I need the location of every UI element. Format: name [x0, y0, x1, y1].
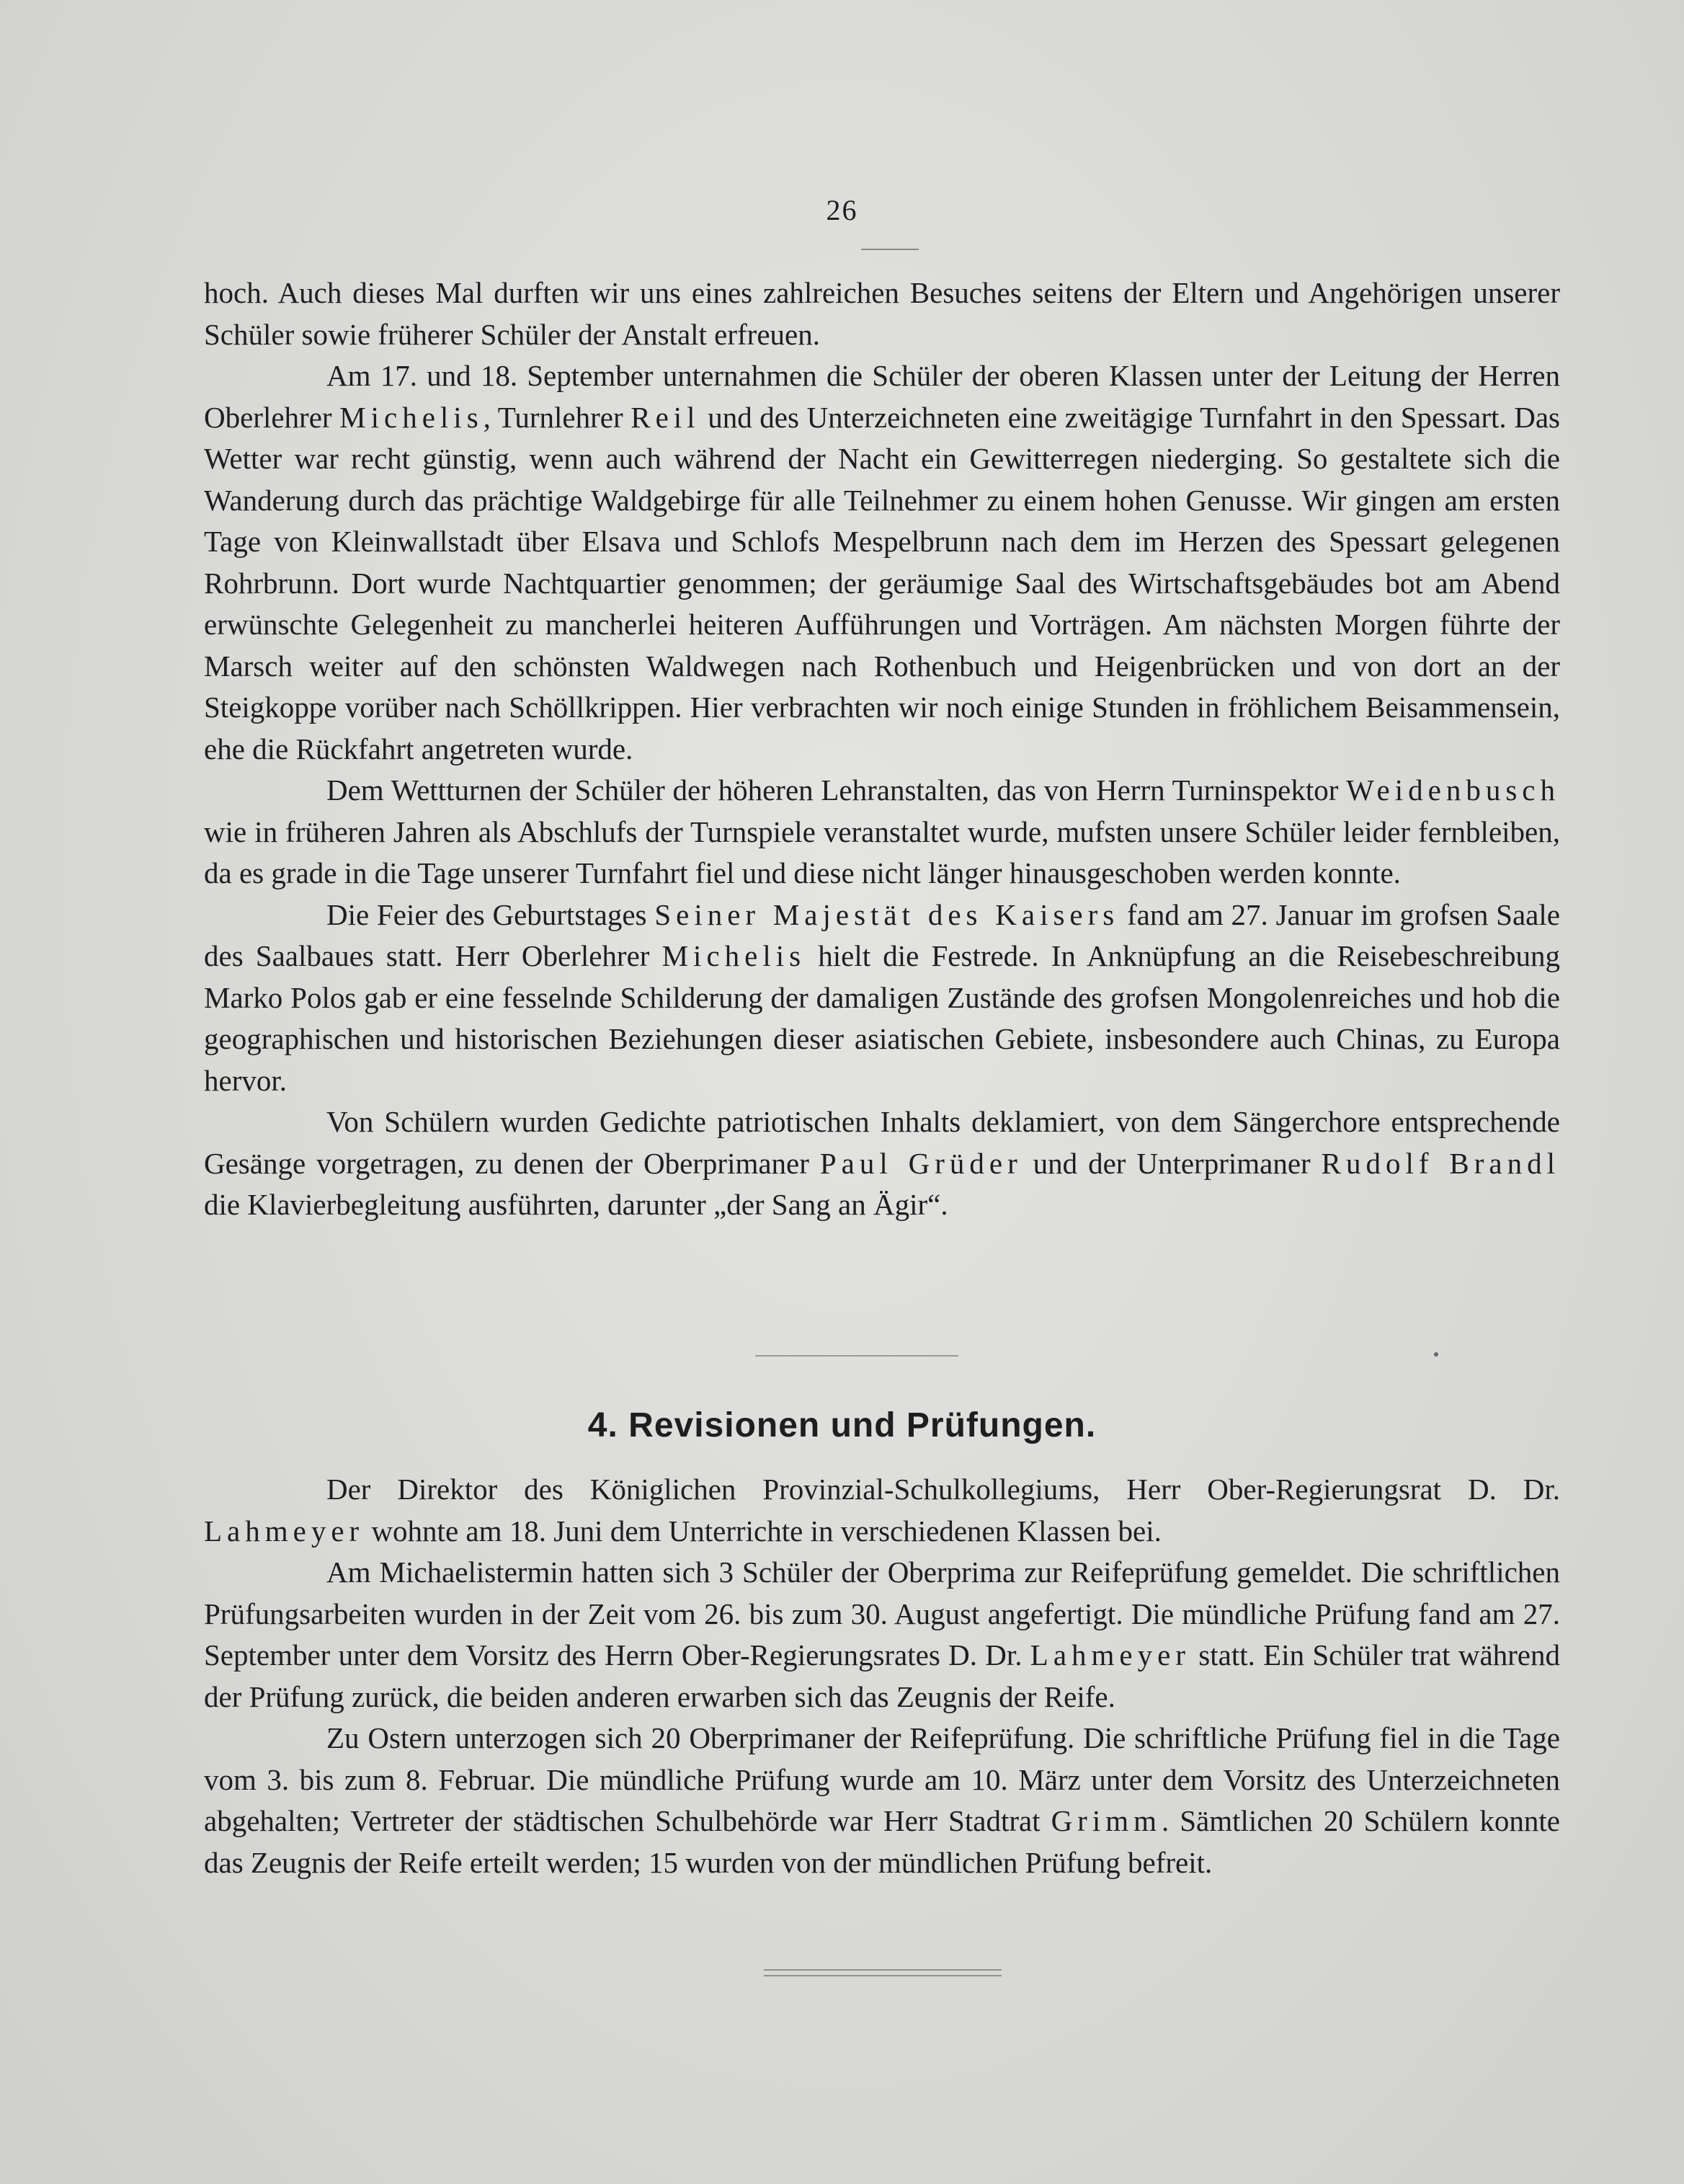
- spaced-name: Paul Grüder: [819, 1146, 1023, 1180]
- text-run: , Turnlehrer: [483, 400, 631, 434]
- text-run: Am Michaelistermin hatten sich 3 Schüler der Oberprima zur Reifeprüfung gemeldet. Die schriftlichen Prüfungsarbeiten wurden in der Zeit vom 26. bis zum 30. August angefertigt. Die mündliche Prüfung fand am 27. September unter dem Vorsitz des Herrn Ober-Regierungsrates D. Dr.: [204, 1555, 1560, 1672]
- paragraph: [204, 1101, 1560, 1226]
- text-run: Zu Ostern unterzogen sich 20 Oberprimaner der Reifeprüfung. Die schriftliche Prüfung fiel in die Tage vom 3. bis zum 8. Februar. Die mündliche Prüfung wurde am 10. März unter dem Vorsitz des Unterzeichneten abgehalten; Vertreter der städtischen Schulbehörde war Herr Stadtrat: [204, 1721, 1560, 1837]
- spaced-name: Seiner Majestät des Kaisers: [654, 897, 1120, 931]
- decorative-dot: [1434, 1352, 1438, 1357]
- end-rule-upper: [764, 1969, 1002, 1971]
- spaced-name: Rudolf Brandl: [1321, 1146, 1560, 1180]
- text-run: fand am 27. Januar im grofsen Saale des Saalbaues statt. Herr Oberlehrer: [204, 897, 1560, 972]
- spaced-name: Michelis: [661, 939, 806, 972]
- paragraph: [204, 770, 1560, 895]
- text-run: Dem Wettturnen der Schüler der höheren Lehranstalten, das von Herrn Turninspektor: [326, 773, 1347, 807]
- end-rule-lower: [764, 1975, 1002, 1976]
- spaced-name: Lahmeyer: [204, 1514, 365, 1548]
- text-run: Von Schülern wurden Gedichte patriotischen Inhalts deklamiert, von dem Sängerchore entsprechende Gesänge vorgetragen, zu denen der Oberprimaner: [204, 1105, 1560, 1180]
- section-divider: [755, 1355, 958, 1357]
- text-run: hoch. Auch dieses Mal durften wir uns eines zahlreichen Besuches seitens der Eltern und Angehörigen unserer Schüler sowie früherer Schüler der Anstalt erfreuen.: [204, 276, 1560, 351]
- top-divider: [861, 249, 919, 250]
- text-run: Am 17. und 18. September unternahmen die Schüler der oberen Klassen unter der Leitung der Herren Oberlehrer: [204, 359, 1560, 434]
- text-run: Die Feier des Geburtstages: [326, 897, 655, 931]
- text-run: und der Unterprimaner: [1022, 1146, 1322, 1180]
- body-text-bottom: [204, 1469, 1560, 1883]
- page-number: 26: [826, 194, 858, 226]
- text-run: wie in früheren Jahren als Abschlufs der Turnspiele veranstaltet wurde, mufsten unsere Schüler leider fernbleiben, da es grade in die Tage unserer Turnfahrt fiel und diese nicht länger hinausgeschoben werden konnte.: [204, 814, 1560, 889]
- text-run: hielt die Festrede. In Anknüpfung an die Reisebeschreibung Marko Polos gab er eine fesselnde Schilderung der damaligen Zustände des grofsen Mongolenreiches und hob die geographischen und historischen Beziehungen dieser asiatischen Gebiete, insbesondere auch Chinas, zu Europa hervor.: [204, 939, 1560, 1097]
- text-run: die Klavierbegleitung ausführten, darunter „der Sang an Ägir“.: [204, 1188, 948, 1221]
- spaced-name: Reil: [631, 400, 700, 434]
- text-run: . Sämtlichen 20 Schülern konnte das Zeugnis der Reife erteilt werden; 15 wurden von der mündlichen Prüfung befreit.: [204, 1804, 1560, 1879]
- spaced-name: Lahmeyer: [1030, 1638, 1190, 1672]
- text-run: Der Direktor des Königlichen Provinzial-Schulkollegiums, Herr Ober-Regierungsrat D. Dr.: [326, 1473, 1560, 1506]
- text-run: statt. Ein Schüler trat während der Prüfung zurück, die beiden anderen erwarben sich das Zeugnis der Reife.: [204, 1638, 1561, 1713]
- paragraph: [204, 355, 1560, 770]
- paragraph: [204, 1552, 1560, 1718]
- text-run: wohnte am 18. Juni dem Unterrichte in verschiedenen Klassen bei.: [364, 1514, 1162, 1548]
- text-run: und des Unterzeichneten eine zweitägige Turnfahrt in den Spessart. Das Wetter war recht günstig, wenn auch während der Nacht ein Gewitterregen niederging. So gestaltete sich die Wanderung durch das prächtige Waldgebirge für alle Teilnehmer zu einem hohen Genusse. Wir gingen am ersten Tage von Kleinwallstadt über Elsava und Schlofs Mespelbrunn nach dem im Herzen des Spessart gelegenen Rohrbrunn. Dort wurde Nachtquartier genommen; der geräumige Saal des Wirtschaftsgebäudes bot am Abend erwünschte Gelegenheit zu mancherlei heiteren Aufführungen und Vorträgen. Am nächsten Morgen führte der Marsch weiter auf den schönsten Waldwegen nach Rothenbuch und Heigenbrücken und von dort an der Steigkoppe vorüber nach Schöllkrippen. Hier verbrachten wir noch einige Stunden in fröhlichem Beisammensein, ehe die Rückfahrt angetreten wurde.: [204, 400, 1560, 765]
- spaced-name: Weidenbusch: [1346, 773, 1560, 807]
- section-heading: 4. Revisionen und Prüfungen.: [587, 1406, 1097, 1444]
- spaced-name: Grimm: [1051, 1804, 1162, 1837]
- paragraph: [204, 895, 1560, 1102]
- paragraph: [204, 1718, 1560, 1883]
- spaced-name: Michelis: [339, 400, 484, 434]
- paragraph: [204, 272, 1560, 355]
- paragraph: [204, 1469, 1560, 1552]
- body-text-top: [204, 272, 1560, 1226]
